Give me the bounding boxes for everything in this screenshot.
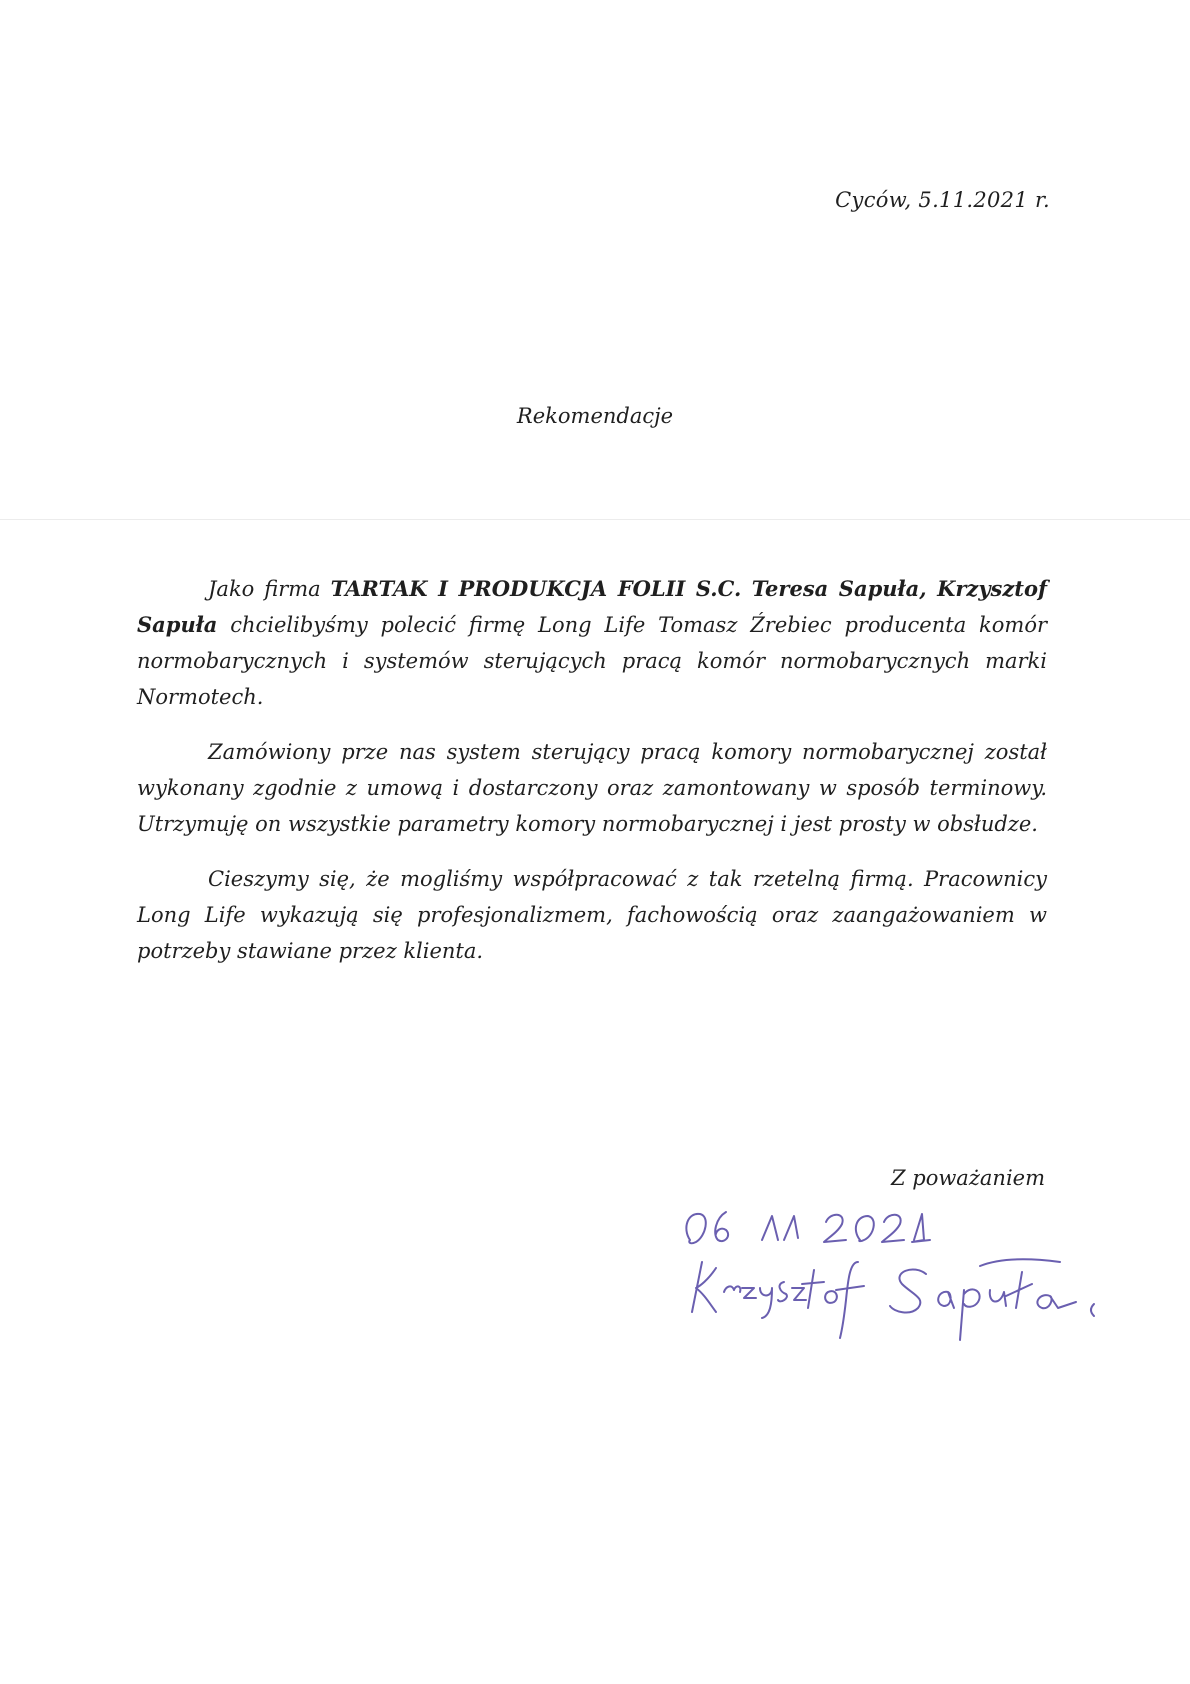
signature-ink [680,1200,1110,1350]
scan-fold-line [0,519,1190,520]
paragraph-1-intro: Jako firma [208,577,331,601]
letter-title: Rekomendacje [516,404,674,428]
handwritten-date [686,1212,930,1243]
paragraph-1 [137,571,1047,715]
paragraph-2: Zamówiony prze nas system sterujący pracą komory normobarycznej został wykonany zgodnie z umową i dostarczony oraz zamontowany w sposób terminowy. Utrzymuję on wszystkie parametry komory normobarycznej i jest prosty w obsłudze. [137,740,1047,836]
letter-body [137,571,1047,988]
handwritten-signature [680,1200,1110,1350]
handwritten-name [692,1259,1094,1340]
paragraph-3: Cieszymy się, że mogliśmy współpracować z tak rzetelną firmą. Pracownicy Long Life wykazują się profesjonalizmem, fachowością oraz zaangażowaniem w potrzeby stawiane przez klienta. [137,867,1047,963]
company-name: TARTAK I PRODUKCJA FOLII S.C. Teresa Sapuła, Krzysztof Sapuła [137,576,1048,637]
closing-phrase: Z poważaniem [890,1166,1045,1190]
paragraph-1-rest: chcielibyśmy polecić firmę Long Life Tomasz Źrebiec producenta komór normobarycznych i systemów sterujących pracą komór normobarycznych marki Normotech. [137,613,1047,709]
place-date: Cyców, 5.11.2021 r. [835,188,1050,212]
